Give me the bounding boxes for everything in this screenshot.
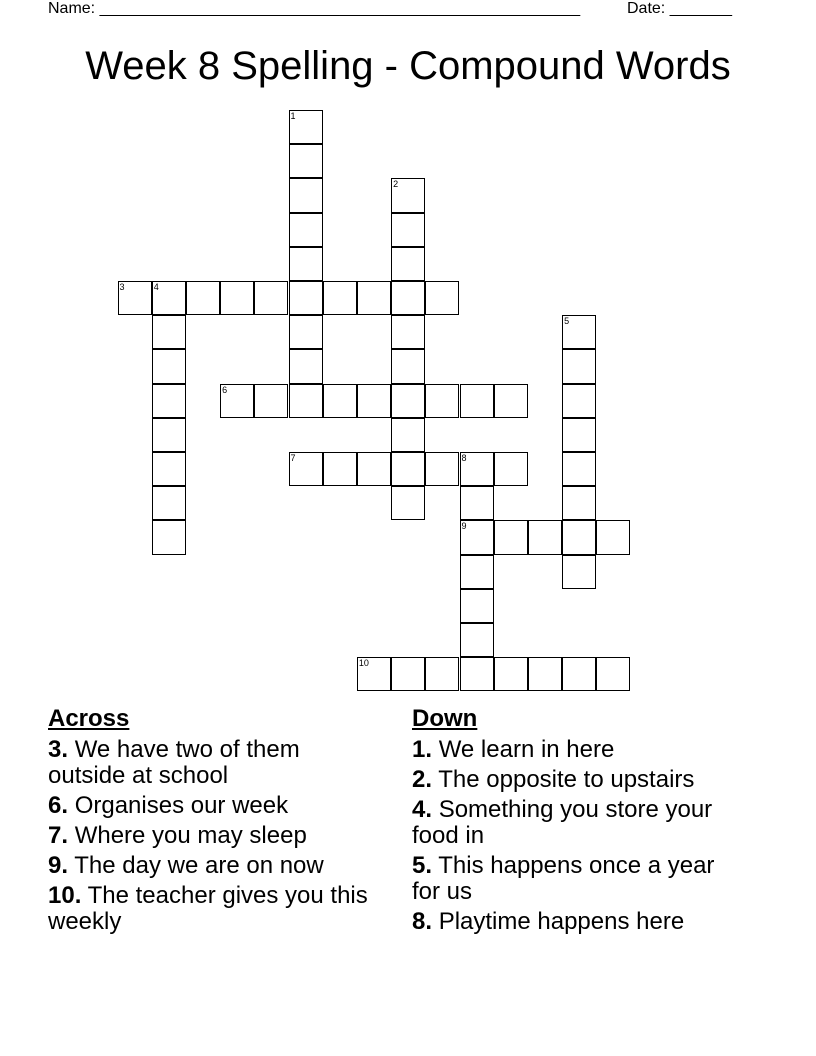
crossword-cell[interactable]	[391, 213, 425, 247]
date-field-label: Date: _______	[627, 0, 732, 17]
crossword-cell[interactable]	[152, 486, 186, 520]
crossword-cell[interactable]	[391, 452, 425, 486]
cell-number: 4	[153, 282, 159, 292]
crossword-cell[interactable]	[562, 520, 596, 554]
down-clue-4	[412, 797, 742, 849]
clue-number: 7.	[48, 822, 69, 849]
clue-text: Something you store your food in	[412, 796, 713, 849]
page-title: Week 8 Spelling - Compound Words	[85, 44, 731, 88]
across-heading: Across	[48, 705, 130, 732]
clue-number: 10.	[48, 882, 82, 909]
crossword-cell[interactable]	[391, 315, 425, 349]
crossword-cell[interactable]	[596, 520, 630, 554]
crossword-cell[interactable]	[460, 384, 494, 418]
crossword-cell[interactable]	[425, 384, 459, 418]
cell-number: 3	[119, 282, 125, 292]
crossword-cell[interactable]	[152, 384, 186, 418]
crossword-cell[interactable]	[391, 418, 425, 452]
name-field-label: Name: ______________________________________________________	[48, 0, 581, 17]
crossword-cell[interactable]	[391, 281, 425, 315]
cell-number: 5	[564, 316, 570, 327]
clue-text: Where you may sleep	[74, 822, 307, 849]
crossword-cell[interactable]	[562, 349, 596, 383]
crossword-cell[interactable]	[425, 657, 459, 691]
crossword-cell[interactable]	[289, 144, 323, 178]
crossword-cell[interactable]	[391, 486, 425, 520]
cell-number: 2	[393, 179, 399, 190]
crossword-cell[interactable]	[323, 452, 357, 486]
crossword-cell[interactable]	[357, 384, 391, 418]
down-clue-8	[412, 909, 742, 935]
crossword-cell[interactable]	[289, 384, 323, 418]
crossword-cell[interactable]	[460, 555, 494, 589]
crossword-cell[interactable]	[391, 349, 425, 383]
across-clue-6	[48, 793, 378, 819]
crossword-cell[interactable]	[289, 281, 323, 315]
crossword-cell[interactable]	[323, 281, 357, 315]
crossword-cell[interactable]	[118, 281, 152, 315]
crossword-cell[interactable]	[289, 452, 323, 486]
crossword-cell[interactable]	[220, 281, 254, 315]
crossword-cell[interactable]	[391, 178, 425, 212]
crossword-cell[interactable]	[562, 657, 596, 691]
crossword-cell[interactable]	[562, 452, 596, 486]
clue-number: 2.	[412, 766, 433, 793]
crossword-cell[interactable]	[460, 657, 494, 691]
down-clue-5	[412, 853, 742, 905]
cell-number: 7	[290, 453, 296, 463]
crossword-cell[interactable]	[152, 418, 186, 452]
across-clue-9	[48, 853, 378, 879]
crossword-cell[interactable]	[460, 623, 494, 657]
crossword-cell[interactable]	[494, 452, 528, 486]
crossword-cell[interactable]	[460, 486, 494, 520]
crossword-cell[interactable]	[254, 384, 288, 418]
crossword-cell[interactable]	[289, 247, 323, 281]
across-clues	[48, 705, 378, 939]
crossword-cell[interactable]	[494, 520, 528, 554]
clue-text: We have two of them outside at school	[48, 736, 300, 789]
clue-text: Playtime happens here	[438, 908, 685, 935]
clue-number: 4.	[412, 796, 433, 823]
crossword-cell[interactable]	[357, 657, 391, 691]
clue-text: The day we are on now	[74, 852, 324, 879]
across-clue-10	[48, 883, 378, 935]
crossword-cell[interactable]	[494, 384, 528, 418]
down-heading: Down	[412, 705, 478, 732]
cell-number: 10	[358, 658, 369, 669]
clue-text: The teacher gives you this weekly	[48, 882, 368, 935]
down-clues	[412, 705, 742, 939]
crossword-cell[interactable]	[562, 315, 596, 349]
crossword-cell[interactable]	[254, 281, 288, 315]
crossword-cell[interactable]	[289, 110, 323, 144]
down-clue-2	[412, 767, 742, 793]
clue-number: 5.	[412, 852, 433, 879]
cell-number: 6	[222, 384, 228, 395]
crossword-cell[interactable]	[391, 247, 425, 281]
crossword-cell[interactable]	[425, 452, 459, 486]
cell-number: 8	[461, 453, 467, 463]
across-clue-3	[48, 737, 378, 789]
crossword-cell[interactable]	[425, 281, 459, 315]
crossword-cell[interactable]	[357, 281, 391, 315]
across-clue-7	[48, 823, 378, 849]
clue-number: 9.	[48, 852, 69, 879]
crossword-cell[interactable]	[562, 418, 596, 452]
crossword-cell[interactable]	[562, 384, 596, 418]
crossword-cell[interactable]	[460, 520, 494, 554]
clue-number: 1.	[412, 736, 433, 763]
crossword-cell[interactable]	[152, 281, 186, 315]
crossword-cell[interactable]	[289, 213, 323, 247]
crossword-cell[interactable]	[152, 349, 186, 383]
down-clue-1	[412, 737, 742, 763]
crossword-cell[interactable]	[391, 657, 425, 691]
clue-number: 8.	[412, 908, 433, 935]
crossword-cell[interactable]	[289, 349, 323, 383]
clue-text: Organises our week	[74, 792, 289, 819]
clue-text: The opposite to upstairs	[438, 766, 695, 793]
clue-text: We learn in here	[438, 736, 615, 763]
crossword-cell[interactable]	[220, 384, 254, 418]
crossword-cell[interactable]	[152, 452, 186, 486]
crossword-cell[interactable]	[562, 555, 596, 589]
crossword-cell[interactable]	[391, 384, 425, 418]
cell-number: 1	[290, 111, 296, 121]
clue-number: 6.	[48, 792, 69, 819]
crossword-cell[interactable]	[289, 178, 323, 212]
crossword-cell[interactable]	[186, 281, 220, 315]
crossword-cell[interactable]	[528, 520, 562, 554]
crossword-cell[interactable]	[323, 384, 357, 418]
crossword-cell[interactable]	[562, 486, 596, 520]
crossword-cell[interactable]	[494, 657, 528, 691]
crossword-cell[interactable]	[460, 589, 494, 623]
crossword-cell[interactable]	[460, 452, 494, 486]
crossword-cell[interactable]	[596, 657, 630, 691]
crossword-cell[interactable]	[357, 452, 391, 486]
crossword-cell[interactable]	[289, 315, 323, 349]
cell-number: 9	[461, 521, 467, 532]
crossword-cell[interactable]	[528, 657, 562, 691]
clue-text: This happens once a year for us	[412, 852, 715, 905]
crossword-cell[interactable]	[152, 520, 186, 554]
crossword-cell[interactable]	[152, 315, 186, 349]
clue-number: 3.	[48, 736, 69, 763]
